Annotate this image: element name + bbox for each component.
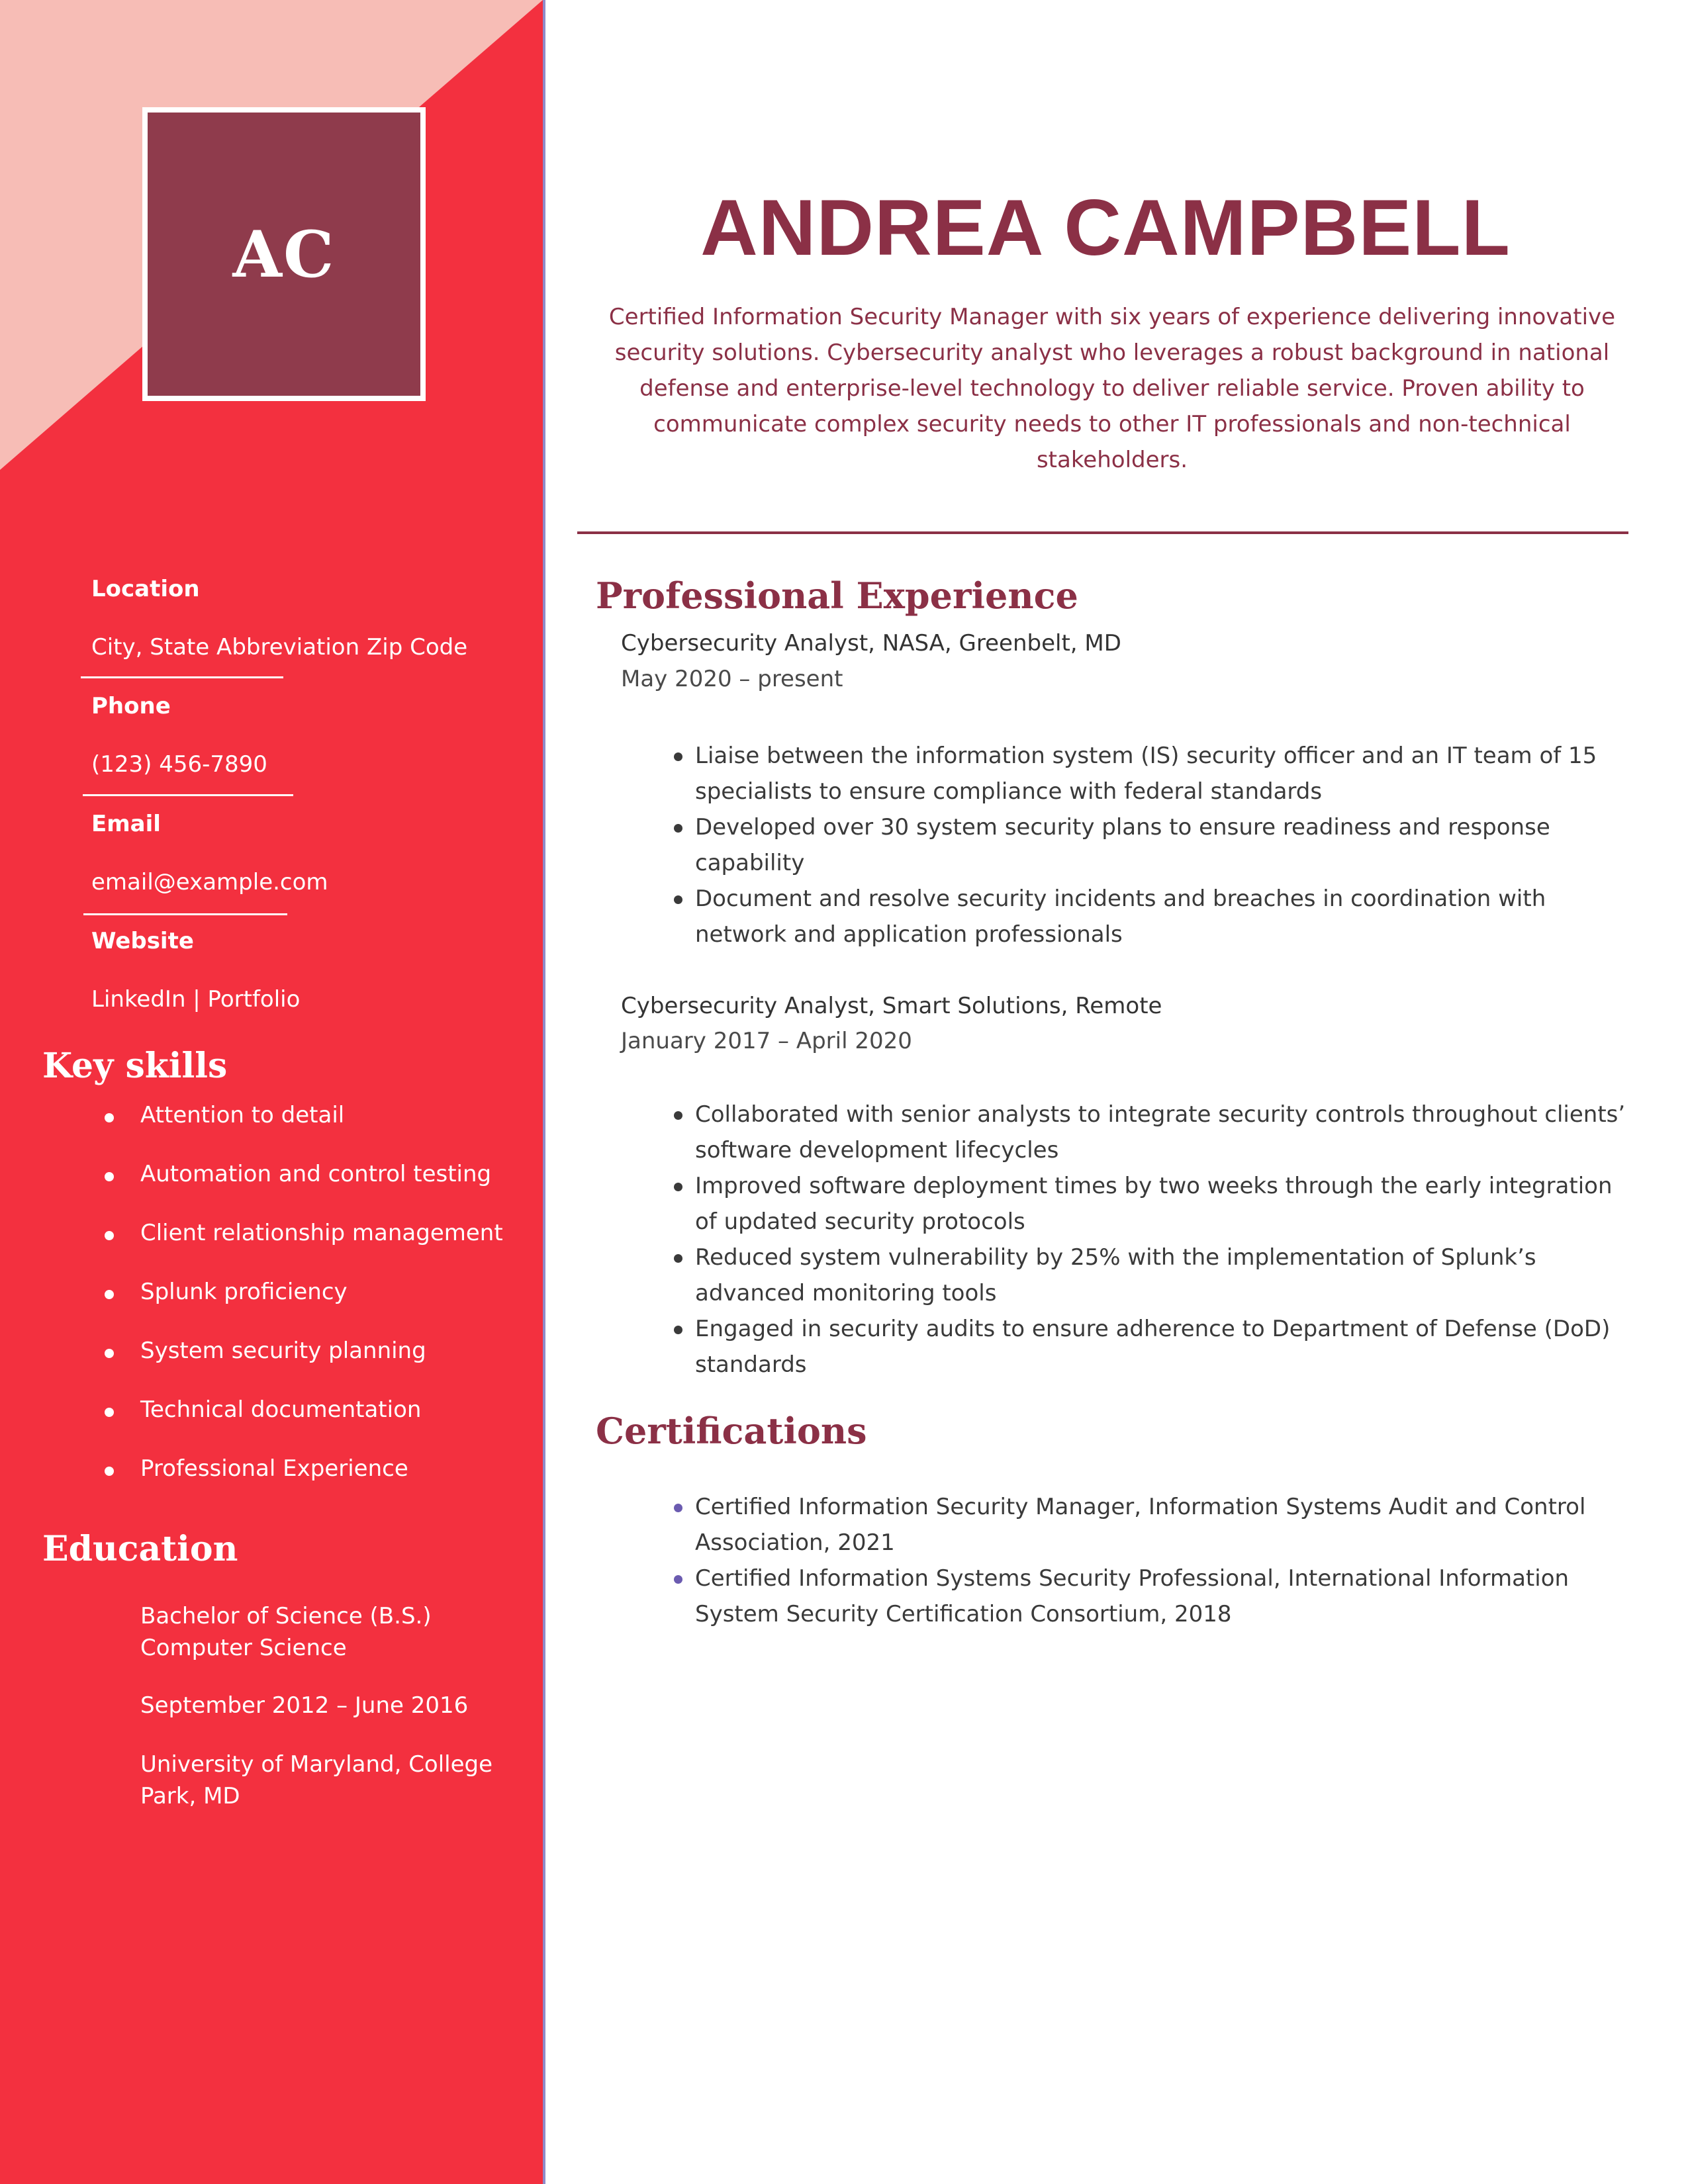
bullet-icon — [674, 1183, 682, 1191]
list-item: Improved software deployment times by two weeks through the early integration of updated security protocols — [695, 1168, 1635, 1240]
monogram-box — [142, 107, 426, 401]
website-label: Website — [91, 928, 194, 954]
location-value: City, State Abbreviation Zip Code — [91, 634, 468, 660]
bullet-icon — [674, 895, 682, 904]
list-item: Liaise between the information system (IS) security officer and an IT team of 15 specialists to ensure compliance with federal standards — [695, 738, 1635, 809]
list-item: Developed over 30 system security plans to ensure readiness and response capability — [695, 809, 1635, 881]
bullet-icon — [674, 1326, 682, 1334]
website-value[interactable]: LinkedIn | Portfolio — [91, 986, 301, 1013]
bullet-icon — [105, 1467, 114, 1476]
degree-line-1: Bachelor of Science (B.S.) — [140, 1603, 432, 1629]
sidebar-edge-line — [543, 0, 545, 2184]
education-school: University of Maryland, College Park, MD — [140, 1751, 493, 1809]
certifications-heading: Certifications — [596, 1410, 867, 1452]
phone-label: Phone — [91, 693, 171, 719]
candidate-name: ANDREA CAMPBELL — [700, 183, 1511, 272]
email-value[interactable]: email@example.com — [91, 869, 328, 895]
email-label: Email — [91, 811, 161, 837]
header-divider — [577, 531, 1628, 534]
bullet-icon — [674, 1575, 682, 1584]
bullet-icon — [674, 752, 682, 761]
bullet-icon — [674, 824, 682, 833]
list-item: Certified Information Security Manager, Information Systems Audit and Control Association, 2021 — [695, 1489, 1635, 1561]
sidebar — [0, 0, 543, 2184]
location-divider — [81, 676, 283, 678]
list-item: Automation and control testing — [0, 1161, 543, 1220]
list-item: Reduced system vulnerability by 25% with the implementation of Splunk’s advanced monitoring tools — [695, 1240, 1635, 1311]
list-item: Attention to detail — [0, 1102, 543, 1161]
certification-list — [0, 1489, 1688, 1632]
key-skills-heading: Key skills — [42, 1046, 228, 1086]
education-dates: September 2012 – June 2016 — [140, 1692, 469, 1719]
job-dates: January 2017 – April 2020 — [621, 1028, 912, 1054]
job-title: Cybersecurity Analyst, Smart Solutions, Remote — [621, 993, 1162, 1019]
bullet-icon — [674, 1111, 682, 1120]
monogram-initials: AC — [232, 216, 336, 292]
list-item: Technical documentation — [0, 1396, 543, 1455]
job-title: Cybersecurity Analyst, NASA, Greenbelt, MD — [621, 630, 1121, 657]
experience-heading: Professional Experience — [596, 574, 1078, 617]
bullet-icon — [105, 1408, 114, 1417]
list-item: Client relationship management — [0, 1220, 543, 1279]
bullet-icon — [674, 1504, 682, 1512]
summary-paragraph: Certified Information Security Manager with six years of experience delivering innovative security solutions. Cybersecurity analyst who leverages a robust background in national defense and enterprise-level technology to deliver reliable service. Proven ability to communicate complex security needs to other IT professionals and non-technical stakeholders. — [608, 304, 1616, 473]
job-bullets — [0, 738, 1688, 952]
list-item: System security planning — [0, 1338, 543, 1396]
bullet-icon — [674, 1254, 682, 1263]
education-heading: Education — [42, 1529, 238, 1569]
job-dates: May 2020 – present — [621, 666, 843, 692]
list-item: Engaged in security audits to ensure adherence to Department of Defense (DoD) standards — [695, 1311, 1635, 1383]
list-item: Splunk proficiency — [0, 1279, 543, 1338]
list-item: Professional Experience — [0, 1455, 543, 1514]
degree-line-2: Computer Science — [140, 1635, 347, 1661]
list-item: Collaborated with senior analysts to integrate security controls throughout clients’ software development lifecycles — [695, 1097, 1635, 1168]
list-item: Document and resolve security incidents and breaches in coordination with network and application professionals — [695, 881, 1635, 952]
job-bullets — [0, 1097, 1688, 1383]
location-label: Location — [91, 576, 200, 602]
list-item: Certified Information Systems Security Professional, International Information System Security Certification Consortium, 2018 — [695, 1561, 1635, 1632]
phone-value: (123) 456-7890 — [91, 751, 267, 778]
